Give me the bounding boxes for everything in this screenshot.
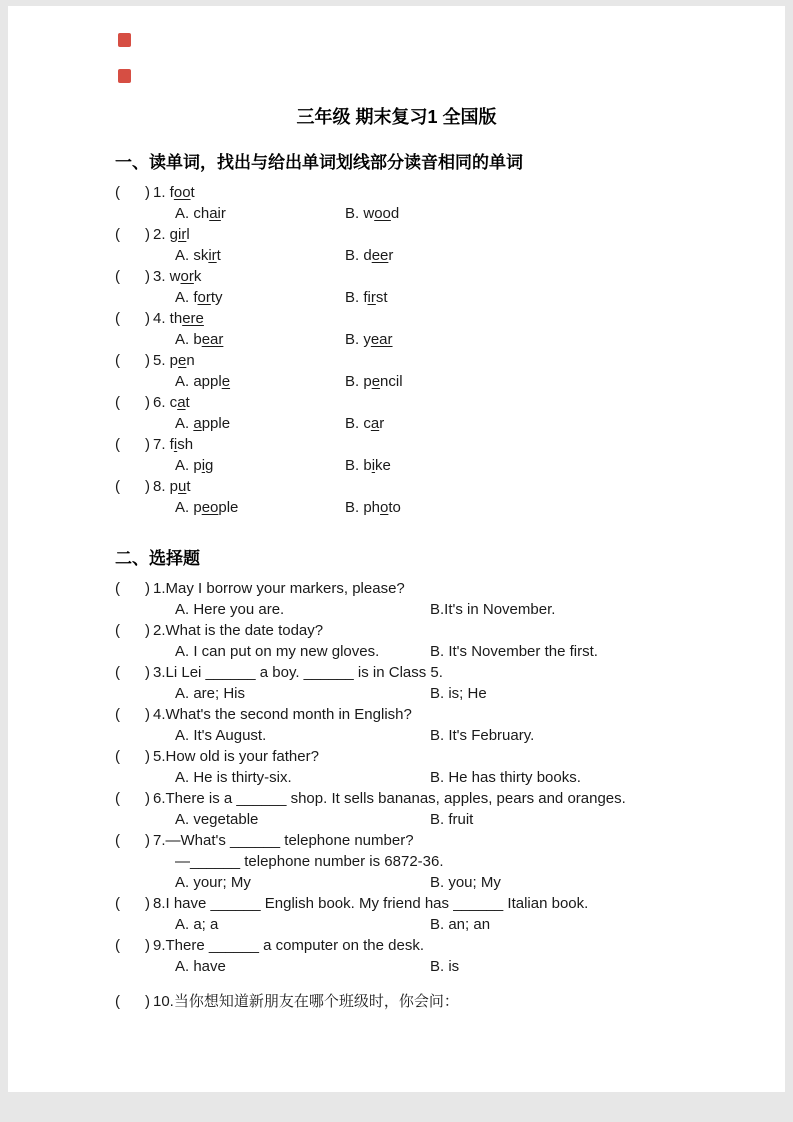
- underlined-part: ir: [178, 226, 187, 243]
- word-post: t: [190, 184, 195, 201]
- word-post: ple: [218, 499, 239, 516]
- s2-q9-stem: [115, 935, 749, 956]
- word-pre: B. c: [345, 415, 371, 432]
- word-post: r: [220, 205, 226, 222]
- s2-q7-stem-line2: [115, 851, 749, 872]
- word-post: ke: [375, 457, 391, 474]
- word-pre: B. b: [345, 457, 372, 474]
- answer-paren: ( ): [115, 394, 150, 411]
- answer-paren: ( ): [115, 895, 150, 912]
- option-a: A. a; a: [175, 916, 219, 933]
- s2-q2-stem: [115, 620, 749, 641]
- word-pre: B. ph: [345, 499, 381, 516]
- word-pre: A. f: [175, 289, 198, 306]
- option-b: B. an; an: [430, 916, 491, 933]
- s1-q7-options: [115, 455, 749, 476]
- underlined-part: e: [371, 373, 381, 390]
- word-pre: 8. p: [153, 478, 179, 495]
- s2-q3-stem: [115, 662, 749, 683]
- answer-paren: ( ): [115, 622, 150, 639]
- s2-q5-options: [115, 767, 749, 788]
- underlined-part: oo: [173, 184, 191, 201]
- question-text: 1.May I borrow your markers, please?: [153, 580, 405, 597]
- option-a: [175, 497, 345, 518]
- s1-q1-options: [115, 203, 749, 224]
- word-pre: B. y: [345, 331, 371, 348]
- answer-paren: ( ): [115, 268, 150, 285]
- underlined-part: i: [173, 436, 178, 453]
- word-pre: 2. g: [153, 226, 179, 243]
- section2-heading: 二、选择题: [115, 549, 200, 568]
- s2-q5-stem: [115, 746, 749, 767]
- option-a: [175, 245, 345, 266]
- s2-q4-options: [115, 725, 749, 746]
- word-post: n: [186, 352, 195, 369]
- option-b: [345, 413, 384, 434]
- option-b: [345, 497, 401, 518]
- option-b: B. It's November the first.: [430, 643, 598, 660]
- question-text: 8.I have ______ English book. My friend has ______ Italian book.: [153, 895, 589, 912]
- s1-q3-stem: [115, 266, 749, 287]
- word-pre: 7. f: [153, 436, 174, 453]
- word-pre: 5. p: [153, 352, 179, 369]
- underlined-part: ear: [201, 331, 224, 348]
- s1-q5-stem: [115, 350, 749, 371]
- option-b: B. you; My: [430, 874, 501, 891]
- word-pre: A. appl: [175, 373, 222, 390]
- s1-q6-options: [115, 413, 749, 434]
- s1-q4-stem: [115, 308, 749, 329]
- option-b: B. is; He: [430, 685, 487, 702]
- question-text: 4.What's the second month in English?: [153, 706, 412, 723]
- answer-paren: ( ): [115, 478, 150, 495]
- page-content: [115, 152, 785, 1012]
- underlined-part: u: [178, 478, 187, 495]
- s1-q3-options: [115, 287, 749, 308]
- s2-q1-options: [115, 599, 749, 620]
- underlined-part: a: [177, 394, 186, 411]
- word-post: st: [375, 289, 388, 306]
- question-text: 6.There is a ______ shop. It sells bananas, apples, pears and oranges.: [153, 790, 626, 807]
- option-a: [175, 455, 345, 476]
- s2-q8-options: [115, 914, 749, 935]
- s2-q7-options: [115, 872, 749, 893]
- option-a: A. your; My: [175, 874, 251, 891]
- word-pre: A. sk: [175, 247, 209, 264]
- question-text: 3.Li Lei ______ a boy. ______ is in Class 5.: [153, 664, 443, 681]
- answer-paren: ( ): [115, 352, 150, 369]
- underlined-part: ear: [370, 331, 393, 348]
- document-page: [8, 6, 785, 1092]
- s2-q2-options: [115, 641, 749, 662]
- red-stamp-mark: [118, 69, 131, 83]
- answer-paren: ( ): [115, 580, 150, 597]
- answer-paren: ( ): [115, 832, 150, 849]
- option-a: A. are; His: [175, 685, 246, 702]
- word-post: to: [388, 499, 401, 516]
- s1-q2-stem: [115, 224, 749, 245]
- option-a: [175, 371, 345, 392]
- underlined-part: eo: [201, 499, 219, 516]
- word-pre: 4. th: [153, 310, 183, 327]
- underlined-part: ir: [208, 247, 217, 264]
- underlined-part: oo: [374, 205, 391, 222]
- word-post: l: [186, 226, 190, 243]
- red-stamp-mark: [118, 33, 131, 47]
- s2-q6-stem: [115, 788, 749, 809]
- word-pre: A. p: [175, 457, 202, 474]
- option-a: A. vegetable: [175, 811, 259, 828]
- option-b: [345, 371, 403, 392]
- question-text: 9.There ______ a computer on the desk.: [153, 937, 425, 954]
- option-b: B.It's in November.: [430, 601, 556, 618]
- answer-paren: ( ): [115, 664, 150, 681]
- option-a: [175, 203, 345, 224]
- word-post: g: [205, 457, 214, 474]
- option-a: A. It's August.: [175, 727, 267, 744]
- underlined-part: a: [370, 415, 380, 432]
- s2-q6-options: [115, 809, 749, 830]
- word-pre: B. f: [345, 289, 368, 306]
- option-b: [345, 203, 399, 224]
- underlined-part: ai: [209, 205, 221, 222]
- underlined-part: i: [201, 457, 206, 474]
- word-post: d: [390, 205, 400, 222]
- section1-heading: 一、读单词，找出与给出单词划线部分读音相同的单词: [115, 153, 523, 172]
- word-pre: 3. w: [153, 268, 181, 285]
- s2-q4-stem: [115, 704, 749, 725]
- s2-q10-stem: [115, 991, 749, 1012]
- word-pre: A.: [175, 415, 194, 432]
- underlined-part: ere: [182, 310, 204, 327]
- word-post: ty: [210, 289, 223, 306]
- option-a: [175, 413, 345, 434]
- question-text: —______ telephone number is 6872-36.: [175, 853, 444, 870]
- s1-q8-options: [115, 497, 749, 518]
- s2-q9-options: [115, 956, 749, 977]
- option-a: [175, 329, 345, 350]
- question-text: 7.—What's ______ telephone number?: [153, 832, 414, 849]
- answer-paren: ( ): [115, 937, 150, 954]
- answer-paren: ( ): [115, 436, 150, 453]
- word-post: r: [388, 247, 394, 264]
- option-b: [345, 245, 393, 266]
- underlined-part: or: [180, 268, 194, 285]
- underlined-part: ir: [367, 289, 376, 306]
- word-post: ncil: [380, 373, 403, 390]
- word-pre: 6. c: [153, 394, 178, 411]
- s1-q1-stem: [115, 182, 749, 203]
- answer-paren: ( ): [115, 790, 150, 807]
- underlined-part: i: [371, 457, 376, 474]
- underlined-part: o: [380, 499, 389, 516]
- underlined-part: a: [193, 415, 202, 432]
- answer-paren: ( ): [115, 184, 150, 201]
- word-post: t: [216, 247, 221, 264]
- question-text: 10.当你想知道新朋友在哪个班级时，你会问：: [153, 993, 459, 1010]
- answer-paren: ( ): [115, 993, 150, 1010]
- option-b: [345, 455, 391, 476]
- s2-q8-stem: [115, 893, 749, 914]
- option-b: B. It's February.: [430, 727, 535, 744]
- option-a: A. Here you are.: [175, 601, 285, 618]
- s1-q4-options: [115, 329, 749, 350]
- word-post: pple: [201, 415, 231, 432]
- word-pre: B. d: [345, 247, 372, 264]
- word-post: sh: [177, 436, 194, 453]
- word-pre: A. b: [175, 331, 202, 348]
- option-b: B. fruit: [430, 811, 474, 828]
- s1-q5-options: [115, 371, 749, 392]
- word-pre: A. p: [175, 499, 202, 516]
- s1-q7-stem: [115, 434, 749, 455]
- word-pre: B. w: [345, 205, 375, 222]
- option-b: B. He has thirty books.: [430, 769, 581, 786]
- answer-paren: ( ): [115, 226, 150, 243]
- section2-questions: [115, 578, 749, 1012]
- underlined-part: e: [178, 352, 187, 369]
- word-post: r: [379, 415, 385, 432]
- word-post: t: [186, 478, 191, 495]
- word-pre: 1. f: [153, 184, 174, 201]
- answer-paren: ( ): [115, 310, 150, 327]
- s2-q3-options: [115, 683, 749, 704]
- answer-paren: ( ): [115, 706, 150, 723]
- option-b: [345, 329, 393, 350]
- s1-q6-stem: [115, 392, 749, 413]
- word-pre: A. ch: [175, 205, 210, 222]
- question-text: 2.What is the date today?: [153, 622, 324, 639]
- underlined-part: e: [221, 373, 231, 390]
- s2-q1-stem: [115, 578, 749, 599]
- question-text: 5.How old is your father?: [153, 748, 319, 765]
- option-b: B. is: [430, 958, 460, 975]
- underlined-part: ee: [371, 247, 389, 264]
- option-a: A. He is thirty-six.: [175, 769, 292, 786]
- answer-paren: ( ): [115, 748, 150, 765]
- option-a: [175, 287, 345, 308]
- word-post: t: [185, 394, 190, 411]
- page-title: 三年级 期末复习1 全国版: [296, 107, 497, 127]
- option-b: [345, 287, 388, 308]
- word-post: k: [193, 268, 202, 285]
- s2-q7-stem: [115, 830, 749, 851]
- option-a: A. I can put on my new gloves.: [175, 643, 380, 660]
- option-a: A. have: [175, 958, 226, 975]
- word-pre: B. p: [345, 373, 372, 390]
- underlined-part: or: [197, 289, 211, 306]
- s1-q8-stem: [115, 476, 749, 497]
- s1-q2-options: [115, 245, 749, 266]
- section1-questions: [115, 182, 749, 518]
